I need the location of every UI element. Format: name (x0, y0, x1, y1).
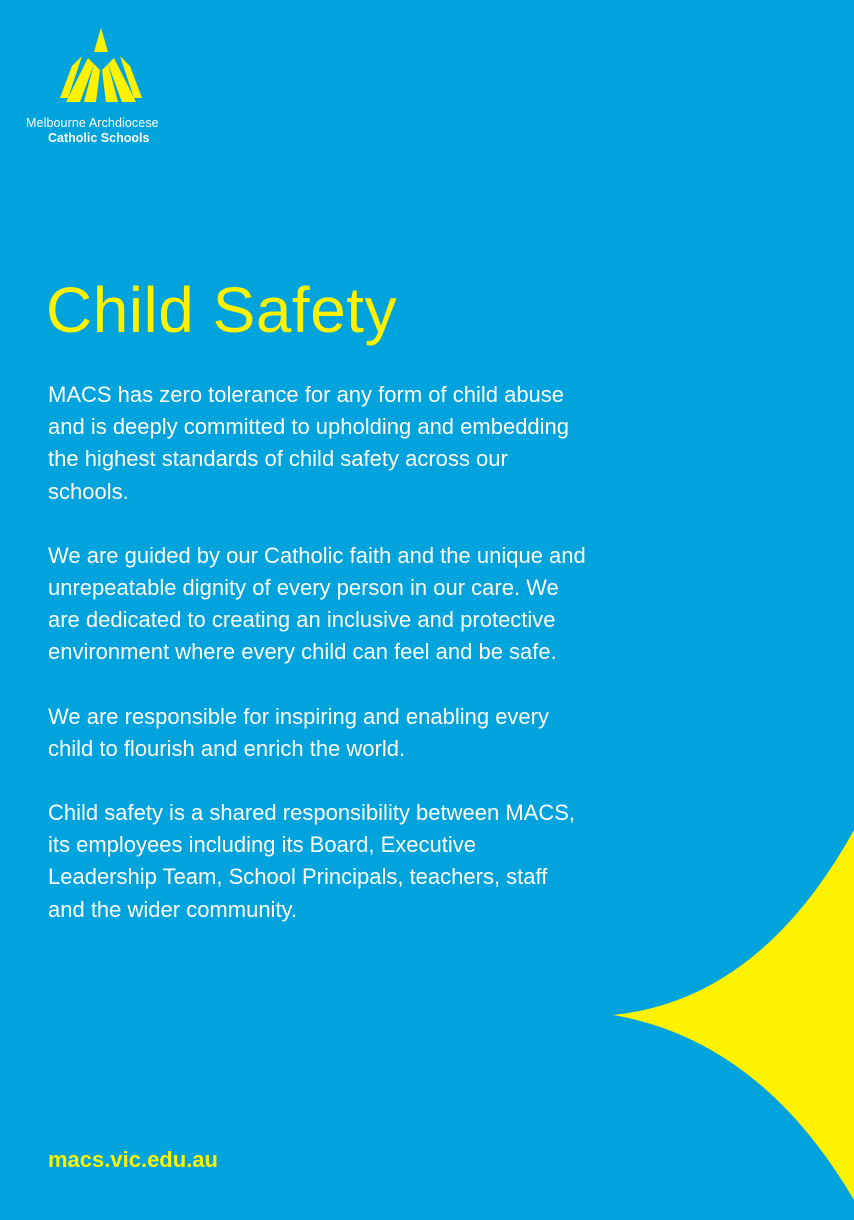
website-link[interactable]: macs.vic.edu.au (48, 1147, 218, 1172)
paragraph-responsibility: We are responsible for inspiring and enabling every child to flourish and enrich the world. (48, 703, 549, 761)
paragraph-catholic-faith: We are guided by our Catholic faith and the unique and unrepeatable dignity of every person in our care. We are dedicated to creating an inclusive and protective environment where every child can feel and be safe. (48, 542, 586, 665)
page-title: Child Safety (46, 274, 398, 346)
paragraph-zero-tolerance: MACS has zero tolerance for any form of child abuse and is deeply committed to upholding and embedding the highest standards of child safety across our schools. (48, 382, 570, 504)
body-content (48, 379, 588, 958)
logo-text-line1: Melbourne Archdiocese (26, 116, 159, 130)
macs-logo[interactable] (26, 26, 186, 146)
logo-text-line2: Catholic Schools (48, 131, 150, 145)
macs-logo-icon (54, 26, 148, 104)
paragraph-shared-responsibility: Child safety is a shared responsibility between MACS, its employees including its Board, Executive Leadership Team, School Principals, teachers, staff and the wider community. (48, 800, 576, 922)
